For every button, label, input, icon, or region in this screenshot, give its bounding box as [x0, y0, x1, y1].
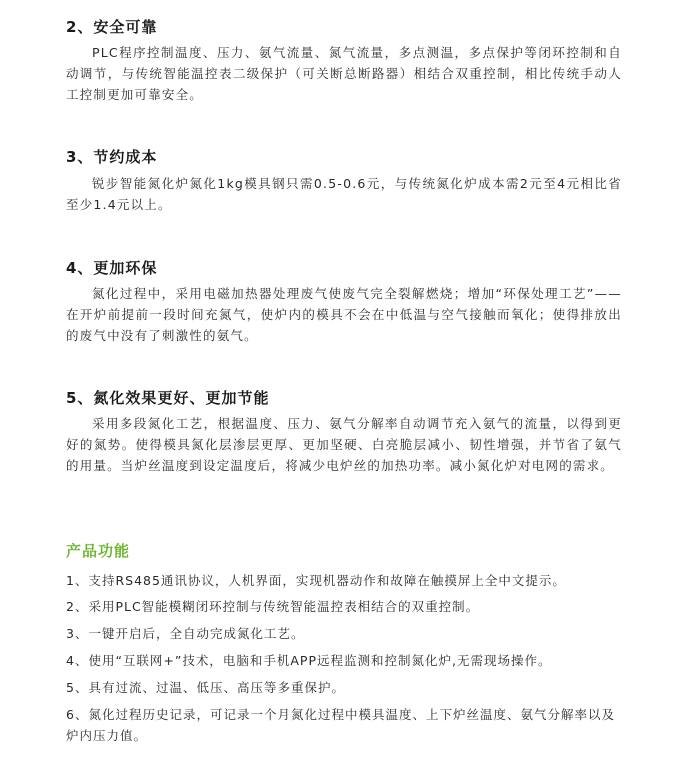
- section-heading-efficiency: 5、氮化效果更好、更加节能: [66, 389, 270, 407]
- feature-item: 6、氮化过程历史记录，可记录一个月氮化过程中模具温度、上下炉丝温度、氨气分解率以及炉内压力值。: [66, 707, 615, 743]
- section-text-cost: 锐步智能氮化炉氮化1kg模具钢只需0.5-0.6元，与传统氮化炉成本需2元至4元相比省至少1.4元以上。: [66, 176, 622, 212]
- feature-item: 5、具有过流、过温、低压、高压等多重保护。: [66, 680, 345, 695]
- section-text-safety: PLC程序控制温度、压力、氨气流量、氮气流量，多点测温，多点保护等闭环控制和自动调节，与传统智能温控表二级保护（可关断总断路器）相结合双重控制，相比传统手动人工控制更加可靠安全。: [66, 45, 622, 102]
- section-text-efficiency: 采用多段氮化工艺，根据温度、压力、氨气分解率自动调节充入氨气的流量，以得到更好的氮势。使得模具氮化层渗层更厚、更加坚硬、白亮脆层减小、韧性增强，并节省了氨气的用量。当炉丝温度到设定温度后，将减少电炉丝的加热功率。减小氮化炉对电网的需求。: [66, 416, 622, 473]
- section-heading-safety: 2、安全可靠: [66, 18, 158, 36]
- feature-item: 1、支持RS485通讯协议，人机界面，实现机器动作和故障在触摸屏上全中文提示。: [66, 573, 566, 588]
- features-title: 产品功能: [66, 542, 131, 560]
- feature-item: 2、采用PLC智能模糊闭环控制与传统智能温控表相结合的双重控制。: [66, 599, 480, 614]
- section-text-environment: 氮化过程中，采用电磁加热器处理废气使废气完全裂解燃烧；增加“环保处理工艺”——在开炉前提前一段时间充氮气，使炉内的模具不会在中低温与空气接触而氧化；使得排放出的废气中没有了刺激性的氨气。: [66, 286, 622, 343]
- section-heading-cost: 3、节约成本: [66, 148, 158, 166]
- section-heading-environment: 4、更加环保: [66, 259, 158, 277]
- feature-item: 3、一键开启后，全自动完成氮化工艺。: [66, 626, 305, 641]
- feature-item: 4、使用“互联网+”技术，电脑和手机APP远程监测和控制氮化炉,无需现场操作。: [66, 653, 552, 668]
